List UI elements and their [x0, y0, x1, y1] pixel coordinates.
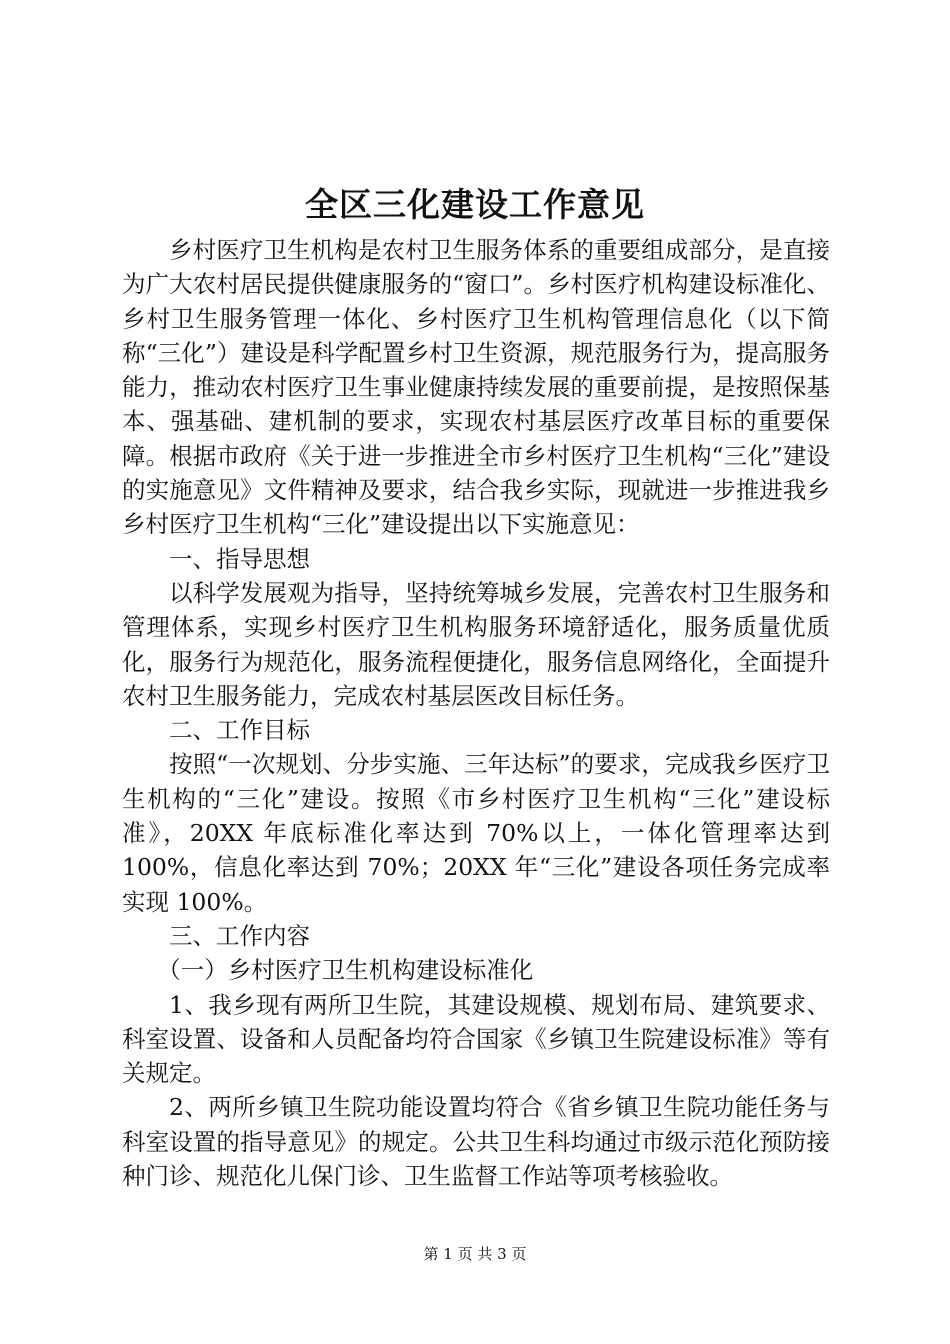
intro-paragraph: 乡村医疗卫生机构是农村卫生服务体系的重要组成部分，是直接为广大农村居民提供健康服务的“窗口”。乡村医疗机构建设标准化、乡村卫生服务管理一体化、乡村医疗卫生机构管理信息化（以下简称“三化”）建设是科学配置乡村卫生资源，规范服务行为，提高服务能力，推动农村医疗卫生事业健康持续发展的重要前提，是按照保基本、强基础、建机制的要求，实现农村基层医疗改革目标的重要保障。根据市政府《关于进一步推进全市乡村医疗卫生机构“三化”建设的实施意见》文件精神及要求，结合我乡实际，现就进一步推进我乡乡村医疗卫生机构“三化”建设提出以下实施意见： [122, 236, 830, 539]
work-goals-paragraph: 按照“一次规划、分步实施、三年达标”的要求，完成我乡医疗卫生机构的“三化”建设。按照《市乡村医疗卫生机构“三化”建设标准》，20XX 年底标准化率达到 70%以上，一体化管理率达到 100%，信息化率达到 70%；20XX 年“三化”建设各项任务完成率实现 100%。 [122, 750, 830, 916]
content-item-2: 2、两所乡镇卫生院功能设置均符合《省乡镇卫生院功能任务与科室设置的指导意见》的规定。公共卫生科均通过市级示范化预防接种门诊、规范化儿保门诊、卫生监督工作站等项考核验收。 [122, 1093, 830, 1191]
guiding-ideology-paragraph: 以科学发展观为指导，坚持统筹城乡发展，完善农村卫生服务和管理体系，实现乡村医疗卫生机构服务环境舒适化，服务质量优质化，服务行为规范化，服务流程便捷化，服务信息网络化，全面提升农村卫生服务能力，完成农村基层医改目标任务。 [122, 578, 830, 710]
subsection-heading-standardization: （一）乡村医疗卫生机构建设标准化 [157, 956, 534, 985]
section-heading-work-content: 三、工作内容 [169, 921, 310, 950]
section-heading-guiding-ideology: 一、指导思想 [169, 544, 310, 573]
content-item-1: 1、我乡现有两所卫生院，其建设规模、规划布局、建筑要求、科室设置、设备和人员配备均符合国家《乡镇卫生院建设标准》等有关规定。 [122, 990, 830, 1088]
document-title: 全区三化建设工作意见 [305, 185, 645, 224]
section-heading-work-goals: 二、工作目标 [169, 716, 310, 745]
page-number-footer: 第 1 页 共 3 页 [423, 1245, 527, 1263]
document-body [122, 233, 830, 1193]
